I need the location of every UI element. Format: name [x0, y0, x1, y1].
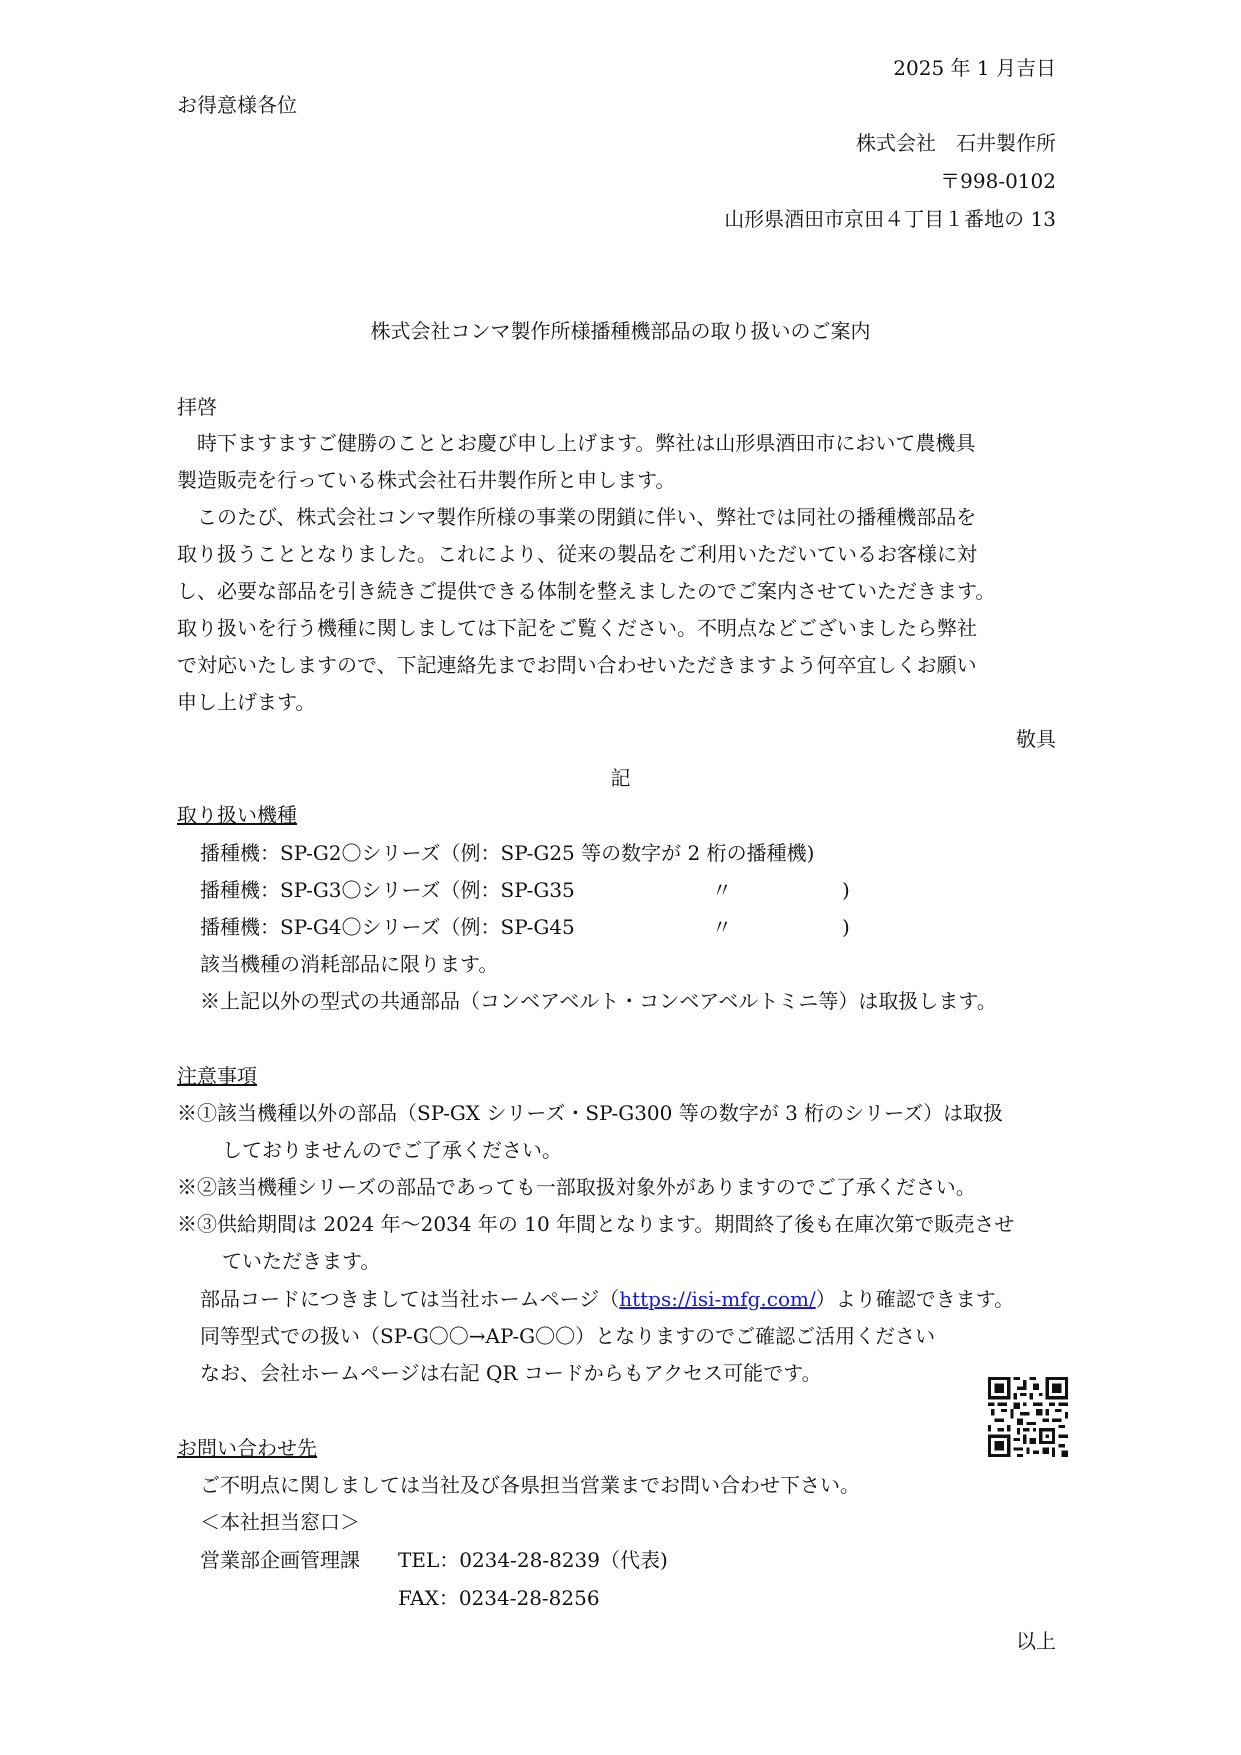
contact-fax: FAX：0234-28-8256: [398, 1586, 600, 1610]
notes-heading: 注意事項: [177, 1064, 257, 1088]
contact-tel: TEL：0234-28-8239（代表): [398, 1548, 668, 1572]
note-item-cont: しておりませんのでご了承ください。: [222, 1138, 562, 1162]
homepage-link[interactable]: https://isi-mfg.com/: [619, 1287, 816, 1311]
models-heading: 取り扱い機種: [177, 803, 297, 827]
body-line: 申し上げます。: [177, 690, 316, 714]
contact-heading: お問い合わせ先: [177, 1436, 317, 1460]
company-address: 山形県酒田市京田４丁目１番地の 13: [724, 207, 1056, 231]
note-item: ※③供給期間は 2024 年～2034 年の 10 年間となります。期間終了後も在庫次第で販売させ: [177, 1212, 1015, 1236]
ditto-mark: 〃: [712, 915, 732, 939]
body-line: 取り扱いを行う機種に関しましては下記をご覧ください。不明点などございましたら弊社: [177, 616, 977, 640]
close-paren: ): [842, 915, 850, 939]
closing-salutation: 敬具: [1016, 727, 1056, 751]
ki-heading: 記: [610, 766, 631, 790]
parts-code-line: [200, 1286, 1014, 1312]
body-line: 時下ますますご健勝のこととお慶び申し上げます。弊社は山形県酒田市において農機具: [177, 431, 976, 455]
contact-window: ＜本社担当窓口＞: [200, 1510, 360, 1534]
compat-line: 同等型式での扱い（SP-G〇〇→AP-G〇〇）となりますのでご確認ご活用ください: [200, 1324, 936, 1348]
parts-code-text-end: ）より確認できます。: [815, 1287, 1015, 1311]
body-line: 取り扱うこととなりました。これにより、従来の製品をご利用いただいているお客様に対: [177, 542, 977, 566]
model-row: 播種機：SP-G4〇シリーズ（例：SP-G45: [200, 915, 575, 939]
postal-code: 〒998-0102: [940, 169, 1056, 193]
contact-intro: ご不明点に関しましては当社及び各県担当営業までお問い合わせ下さい。: [200, 1473, 860, 1497]
model-row: 播種機：SP-G3〇シリーズ（例：SP-G35: [200, 878, 575, 902]
qr-line: なお、会社ホームページは右記 QR コードからもアクセス可能です。: [200, 1361, 822, 1385]
model-row: 播種機：SP-G2〇シリーズ（例：SP-G25 等の数字が 2 桁の播種機): [200, 841, 815, 865]
recipient: お得意様各位: [177, 93, 297, 117]
body-line: 製造販売を行っている株式会社石井製作所と申します。: [177, 468, 676, 492]
body-line: このたび、株式会社コンマ製作所様の事業の閉鎖に伴い、弊社では同社の播種機部品を: [177, 505, 977, 529]
close-paren: ): [842, 878, 850, 902]
opening-salutation: 拝啓: [177, 395, 217, 419]
document-date: 2025 年 1 月吉日: [893, 56, 1056, 80]
body-line: し、必要な部品を引き続きご提供できる体制を整えましたのでご案内させていただきます。: [177, 579, 996, 603]
qr-code-icon[interactable]: [988, 1377, 1068, 1457]
models-note: ※上記以外の型式の共通部品（コンベアベルト・コンベアベルトミニ等）は取扱します。: [200, 989, 997, 1013]
company-name: 株式会社 石井製作所: [856, 131, 1056, 155]
body-line: で対応いたしますので、下記連絡先までお問い合わせいただきますよう何卒宜しくお願い: [177, 653, 977, 677]
ditto-mark: 〃: [712, 878, 732, 902]
parts-code-text: 部品コードにつきましては当社ホームページ（: [200, 1287, 620, 1311]
contact-dept: 営業部企画管理課: [200, 1548, 360, 1572]
note-item: ※①該当機種以外の部品（SP-GX シリーズ・SP-G300 等の数字が 3 桁のシリーズ）は取扱: [177, 1101, 1004, 1125]
note-item-cont: ていただきます。: [222, 1249, 381, 1273]
document-title: 株式会社コンマ製作所様播種機部品の取り扱いのご案内: [370, 319, 871, 343]
note-item: ※②該当機種シリーズの部品であっても一部取扱対象外がありますのでご了承ください。: [177, 1175, 976, 1199]
models-note: 該当機種の消耗部品に限ります。: [200, 952, 499, 976]
ending-word: 以上: [1016, 1629, 1056, 1653]
